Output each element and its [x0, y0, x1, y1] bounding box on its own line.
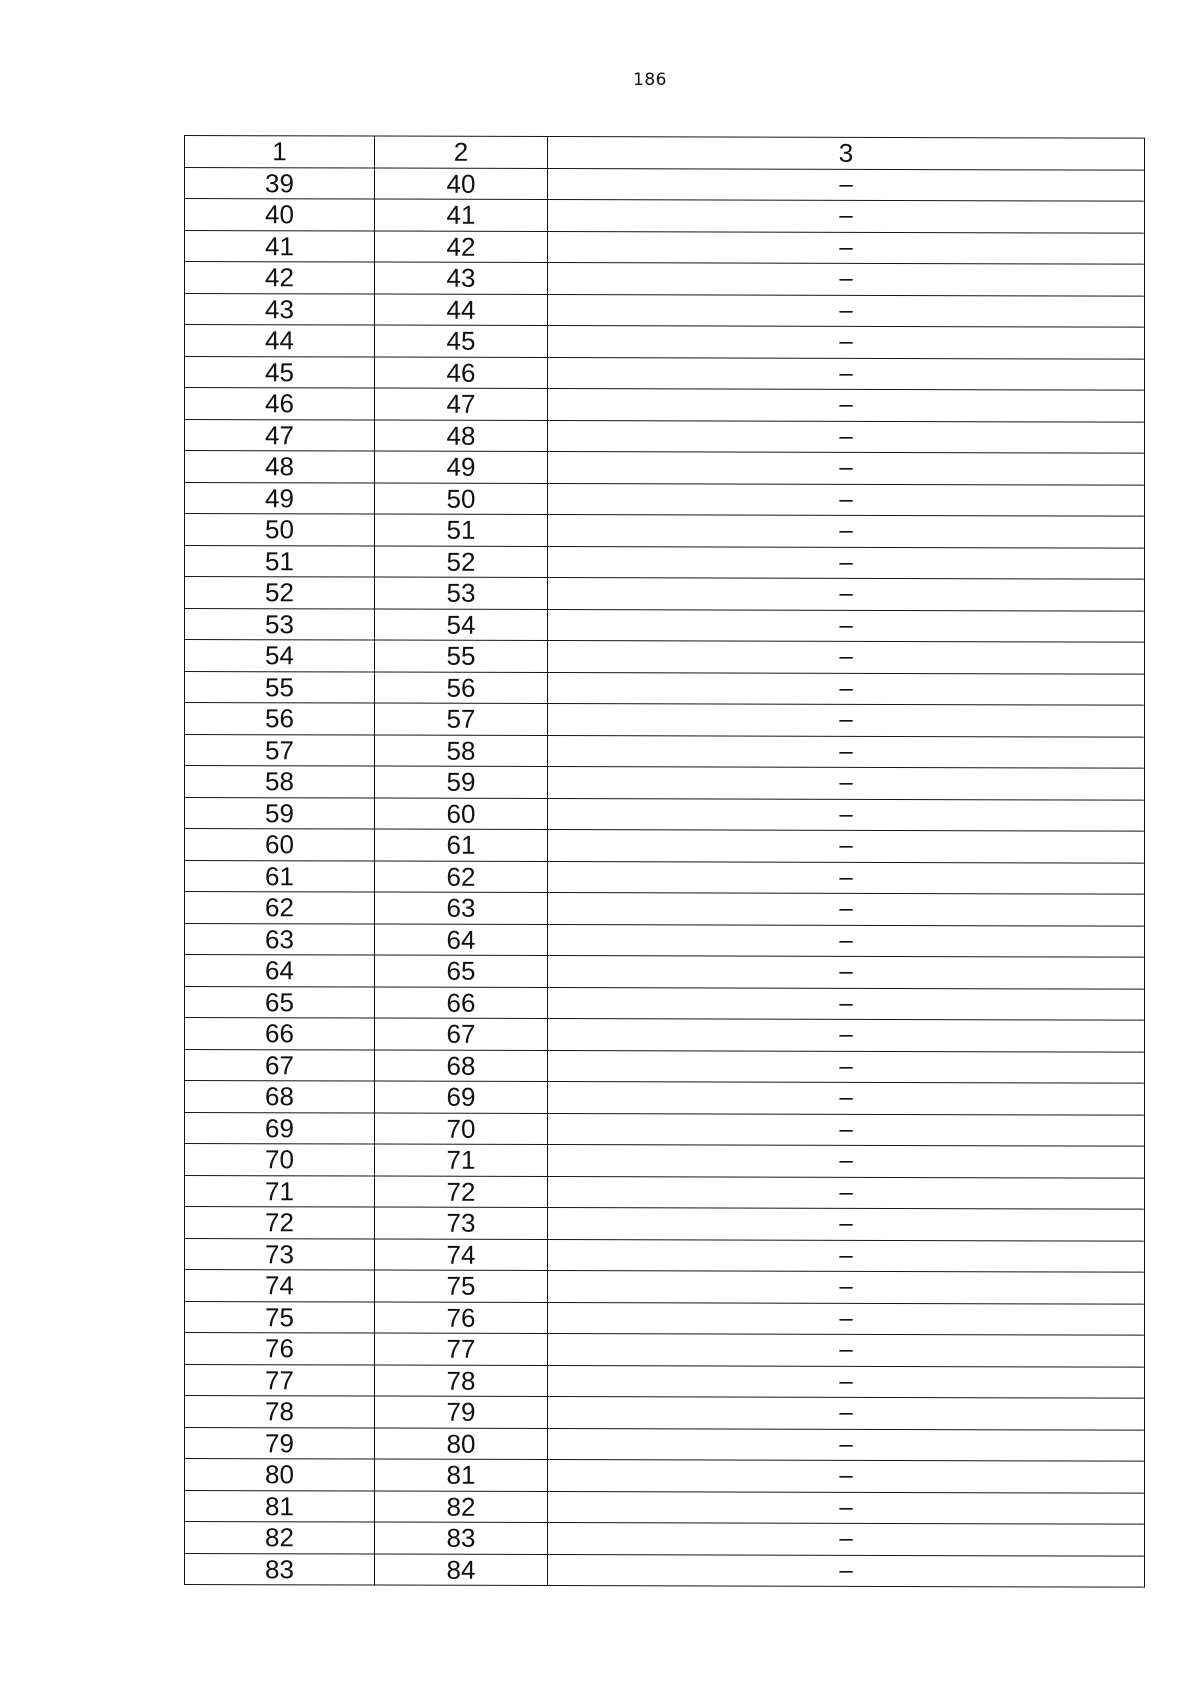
table-cell-col-2: 54: [375, 609, 548, 641]
table-row: [185, 167, 1145, 201]
table-cell-col-1: 43: [185, 293, 375, 325]
table-cell-col-3: –: [548, 704, 1145, 737]
table-cell-col-2: 48: [375, 420, 548, 452]
table-cell-col-1: 72: [185, 1207, 375, 1239]
table-row: [185, 1522, 1145, 1556]
table-cell-col-1: 70: [185, 1144, 375, 1176]
table-cell-col-1: 54: [185, 640, 375, 672]
table-row: [185, 766, 1145, 800]
table-cell-col-3: –: [548, 861, 1145, 894]
table-cell-col-1: 79: [185, 1427, 375, 1459]
table-header-row: [185, 136, 1145, 170]
table-cell-col-2: 77: [375, 1333, 548, 1365]
table-cell-col-3: –: [548, 1019, 1145, 1052]
table-cell-col-1: 46: [185, 388, 375, 420]
table-cell-col-1: 56: [185, 703, 375, 735]
table-row: [185, 1301, 1145, 1335]
table-cell-col-2: 83: [375, 1522, 548, 1554]
table-cell-col-2: 49: [375, 451, 548, 483]
table-cell-col-3: –: [548, 1523, 1145, 1556]
table-cell-col-3: –: [548, 798, 1145, 831]
table-cell-col-2: 73: [375, 1207, 548, 1239]
table-row: [185, 1270, 1145, 1304]
table-cell-col-3: –: [548, 231, 1145, 264]
table-cell-col-1: 47: [185, 419, 375, 451]
table-cell-col-2: 47: [375, 388, 548, 420]
table-cell-col-1: 83: [185, 1553, 375, 1585]
table-row: [185, 671, 1145, 705]
table-cell-col-1: 51: [185, 545, 375, 577]
table-cell-col-2: 84: [375, 1554, 548, 1586]
table-cell-col-3: –: [548, 546, 1145, 579]
page-number: 186: [633, 70, 667, 90]
table-row: [185, 986, 1145, 1020]
table-cell-col-1: 41: [185, 230, 375, 262]
table-cell-col-1: 61: [185, 860, 375, 892]
table-cell-col-2: 57: [375, 703, 548, 735]
table-row: [185, 829, 1145, 863]
table-cell-col-1: 39: [185, 167, 375, 199]
table-row: [185, 1490, 1145, 1524]
table-cell-col-2: 65: [375, 955, 548, 987]
table-row: [185, 577, 1145, 611]
table-cell-col-1: 42: [185, 262, 375, 294]
table-cell-col-2: 64: [375, 924, 548, 956]
table-cell-col-1: 80: [185, 1459, 375, 1491]
table-cell-col-3: –: [548, 263, 1145, 296]
table-cell-col-2: 50: [375, 483, 548, 515]
table-row: [185, 293, 1145, 327]
table-cell-col-2: 76: [375, 1302, 548, 1334]
table-cell-col-3: –: [548, 956, 1145, 989]
table-cell-col-2: 59: [375, 766, 548, 798]
table-cell-col-1: 82: [185, 1522, 375, 1554]
table-cell-col-3: –: [548, 767, 1145, 800]
table-row: [185, 1049, 1145, 1083]
table-cell-col-3: –: [548, 1050, 1145, 1083]
table-cell-col-1: 48: [185, 451, 375, 483]
table-cell-col-2: 71: [375, 1144, 548, 1176]
table-cell-col-2: 68: [375, 1050, 548, 1082]
table-row: [185, 1144, 1145, 1178]
table-cell-col-3: –: [548, 357, 1145, 390]
table-cell-col-2: 56: [375, 672, 548, 704]
table-cell-col-1: 73: [185, 1238, 375, 1270]
table-row: [185, 230, 1145, 264]
table-cell-col-3: –: [548, 483, 1145, 516]
table-row: [185, 797, 1145, 831]
table-cell-col-1: 44: [185, 325, 375, 357]
table-cell-col-2: 79: [375, 1396, 548, 1428]
table-row: [185, 608, 1145, 642]
data-table: [184, 135, 1145, 1588]
table-cell-col-1: 81: [185, 1490, 375, 1522]
table-row: [185, 860, 1145, 894]
table-cell-col-2: 52: [375, 546, 548, 578]
table-cell-col-3: –: [548, 1208, 1145, 1241]
table-cell-col-2: 66: [375, 987, 548, 1019]
table-cell-col-3: –: [548, 1302, 1145, 1335]
table-cell-col-2: 41: [375, 199, 548, 231]
header-cell-3: 3: [548, 137, 1145, 170]
table-cell-col-3: –: [548, 1082, 1145, 1115]
table-row: [185, 640, 1145, 674]
table-cell-col-2: 45: [375, 325, 548, 357]
table-cell-col-2: 69: [375, 1081, 548, 1113]
table-cell-col-2: 74: [375, 1239, 548, 1271]
table-cell-col-1: 74: [185, 1270, 375, 1302]
table-row: [185, 325, 1145, 359]
table-row: [185, 1112, 1145, 1146]
table-cell-col-1: 78: [185, 1396, 375, 1428]
table-row: [185, 1364, 1145, 1398]
table-cell-col-2: 61: [375, 829, 548, 861]
table-cell-col-1: 65: [185, 986, 375, 1018]
table-cell-col-3: –: [548, 294, 1145, 327]
table-row: [185, 419, 1145, 453]
table-cell-col-1: 55: [185, 671, 375, 703]
table-cell-col-1: 58: [185, 766, 375, 798]
table-cell-col-3: –: [548, 420, 1145, 453]
table-cell-col-3: –: [548, 389, 1145, 422]
table-cell-col-3: –: [548, 1397, 1145, 1430]
table-row: [185, 1207, 1145, 1241]
table-cell-col-2: 40: [375, 168, 548, 200]
table-cell-col-1: 50: [185, 514, 375, 546]
table-cell-col-2: 58: [375, 735, 548, 767]
table-row: [185, 923, 1145, 957]
table-cell-col-2: 70: [375, 1113, 548, 1145]
table-cell-col-1: 62: [185, 892, 375, 924]
table-cell-col-2: 62: [375, 861, 548, 893]
table-row: [185, 199, 1145, 233]
table-cell-col-1: 68: [185, 1081, 375, 1113]
table-cell-col-3: –: [548, 1491, 1145, 1524]
table-cell-col-3: –: [548, 1113, 1145, 1146]
table-row: [185, 1553, 1145, 1587]
table-cell-col-3: –: [548, 1271, 1145, 1304]
table-cell-col-1: 69: [185, 1112, 375, 1144]
table-row: [185, 1333, 1145, 1367]
table-cell-col-3: –: [548, 924, 1145, 957]
table-cell-col-1: 64: [185, 955, 375, 987]
table-cell-col-3: –: [548, 1460, 1145, 1493]
table-cell-col-1: 60: [185, 829, 375, 861]
table-cell-col-2: 46: [375, 357, 548, 389]
table-row: [185, 1238, 1145, 1272]
table-cell-col-3: –: [548, 168, 1145, 201]
table-row: [185, 1175, 1145, 1209]
table-cell-col-3: –: [548, 1334, 1145, 1367]
table-cell-col-3: –: [548, 987, 1145, 1020]
table-cell-col-3: –: [548, 641, 1145, 674]
table-cell-col-1: 59: [185, 797, 375, 829]
table-cell-col-3: –: [548, 672, 1145, 705]
table-cell-col-1: 75: [185, 1301, 375, 1333]
table-cell-col-1: 67: [185, 1049, 375, 1081]
table-cell-col-1: 53: [185, 608, 375, 640]
table-cell-col-2: 80: [375, 1428, 548, 1460]
table-cell-col-2: 67: [375, 1018, 548, 1050]
table-cell-col-1: 40: [185, 199, 375, 231]
table-cell-col-3: –: [548, 893, 1145, 926]
table-cell-col-2: 51: [375, 514, 548, 546]
table-cell-col-3: –: [548, 1365, 1145, 1398]
table-cell-col-1: 52: [185, 577, 375, 609]
table-row: [185, 892, 1145, 926]
table-cell-col-2: 78: [375, 1365, 548, 1397]
table-row: [185, 1081, 1145, 1115]
table-cell-col-1: 66: [185, 1018, 375, 1050]
table-cell-col-3: –: [548, 326, 1145, 359]
table-body: [185, 136, 1145, 1588]
table-cell-col-1: 49: [185, 482, 375, 514]
table-cell-col-1: 57: [185, 734, 375, 766]
table-cell-col-3: –: [548, 452, 1145, 485]
table-row: [185, 955, 1145, 989]
table-row: [185, 262, 1145, 296]
table-row: [185, 388, 1145, 422]
table-cell-col-3: –: [548, 578, 1145, 611]
table-row: [185, 734, 1145, 768]
table-cell-col-1: 77: [185, 1364, 375, 1396]
table-cell-col-2: 43: [375, 262, 548, 294]
table-cell-col-3: –: [548, 1428, 1145, 1461]
header-cell-1: 1: [185, 136, 375, 168]
table-cell-col-3: –: [548, 735, 1145, 768]
table-cell-col-3: –: [548, 830, 1145, 863]
table-cell-col-3: –: [548, 1554, 1145, 1587]
table-row: [185, 1427, 1145, 1461]
table-cell-col-2: 82: [375, 1491, 548, 1523]
table-row: [185, 703, 1145, 737]
table-cell-col-3: –: [548, 200, 1145, 233]
table-cell-col-2: 63: [375, 892, 548, 924]
table-cell-col-3: –: [548, 609, 1145, 642]
table-row: [185, 514, 1145, 548]
table-row: [185, 356, 1145, 390]
table-cell-col-3: –: [548, 515, 1145, 548]
table-cell-col-2: 75: [375, 1270, 548, 1302]
header-cell-2: 2: [375, 136, 548, 168]
table-row: [185, 1459, 1145, 1493]
table-cell-col-3: –: [548, 1145, 1145, 1178]
table-cell-col-2: 42: [375, 231, 548, 263]
table-cell-col-1: 45: [185, 356, 375, 388]
table-cell-col-3: –: [548, 1239, 1145, 1272]
table-row: [185, 1018, 1145, 1052]
table-row: [185, 482, 1145, 516]
table-cell-col-2: 81: [375, 1459, 548, 1491]
table-cell-col-2: 60: [375, 798, 548, 830]
table-cell-col-2: 53: [375, 577, 548, 609]
table-cell-col-1: 71: [185, 1175, 375, 1207]
table-cell-col-1: 63: [185, 923, 375, 955]
table-cell-col-2: 44: [375, 294, 548, 326]
table-row: [185, 545, 1145, 579]
table-row: [185, 1396, 1145, 1430]
table-cell-col-3: –: [548, 1176, 1145, 1209]
table-cell-col-1: 76: [185, 1333, 375, 1365]
table-cell-col-2: 55: [375, 640, 548, 672]
table-cell-col-2: 72: [375, 1176, 548, 1208]
table-row: [185, 451, 1145, 485]
